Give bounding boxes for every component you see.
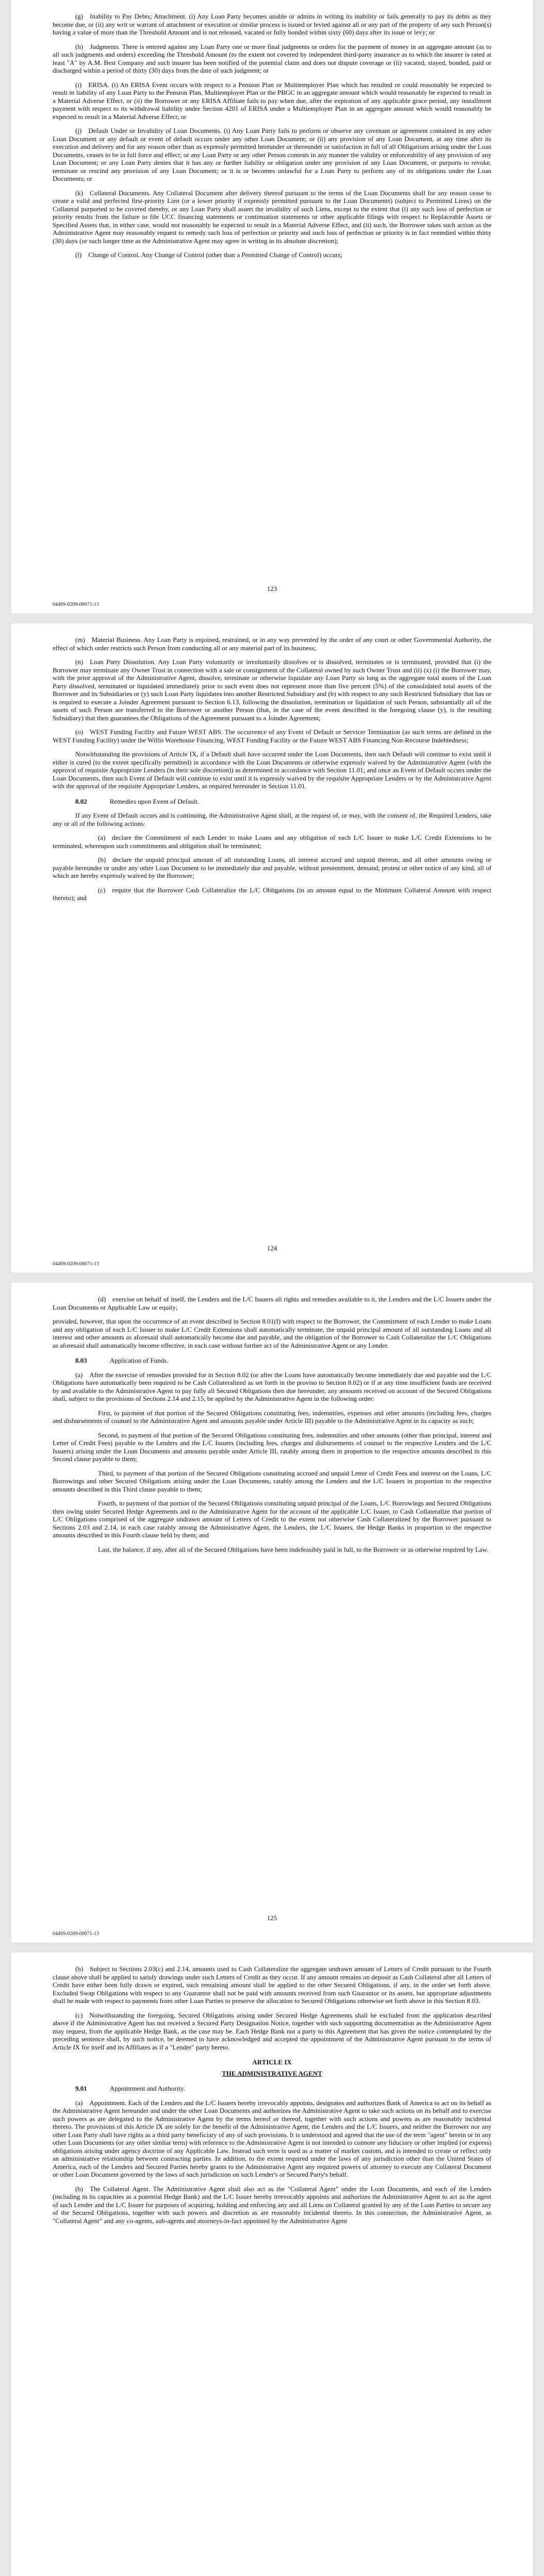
proviso: provided, however, that upon the occurrence of an event described in Section 8.01(f) with respect to the Borrower, the Commitment of each Lender to make Loans and any obligation of each L/C Issuer to make L/C Credit Extensions shall automatically terminate, the unpaid principal amount of all outstanding Loans and all interest and other amounts as aforesaid shall automatically become due and payable, and the obligation of the Borrower to Cash Collateralize the L/C Obligations as aforesaid shall automatically become effective, in each case without further act of the Administrative Agent or any Lender. <box>53 1317 491 1349</box>
clause-j: (j) Default Under or Invalidity of Loan Documents. (i) Any Loan Party fails to perform or observe any covenant or agreement contained in any other Loan Document or any default or event of default occurs under any other Loan Document; or (ii) any provision of any Loan Document, at any time after its execution and delivery and for any reason other than as expressly permitted hereunder or thereunder or satisfaction in full of all Obligations arising under the Loan Documents, ceases to be in full force and effect; or any Loan Party or any other Person contests in any manner the validity or enforceability of any provision of any Loan Document; or any Loan Party denies that it has any or further liability or obligation under any provision of any Loan Document, or purports to revoke, terminate or rescind any provision of any Loan Document; or it is or becomes unlawful for a Loan Party to perform any of its obligations under the Loan Documents; or <box>53 127 491 182</box>
clause-k: (k) Collateral Documents. Any Collateral Document after delivery thereof pursuant to the terms of the Loan Documents shall for any reason cease to create a valid and perfected first-priority Lien (or a lower priority if expressly permitted pursuant to the Loan Documents) (subject to Permitted Liens) on the Collateral purported to be covered thereby, or any Loan Party shall assert the invalidity of such Liens, except to the extent that (i) any such loss of perfection or priority results from the failure to file UCC financing statements or continuation statements or other applicable filings with respect to Replaceable Assets or Specified Assets that, in either case, would not reasonably be expected to result in a Material Adverse Effect, and (ii) such, the Borrower takes such action as the Administrative Agent may reasonably request to remedy such loss of perfection or priority and such loss of perfection or priority is in fact remedied within thirty (30) days (or such longer time as the Administrative Agent may agree in writing in its absolute discretion); <box>53 189 491 245</box>
appointment-a: (a) Appointment. Each of the Lenders and the L/C Issuers hereby irrevocably appoints, designates and authorizes Bank of America to act on its behalf as the Administrative Agent hereunder and under the other Loan Documents and authorizes the Administrative Agent to take such actions on its behalf and to exercise such powers as are delegated to the Administrative Agent by the terms hereof or thereof, together with such actions and powers as are reasonably incidental thereto. The provisions of this Article IX are solely for the benefit of the Administrative Agent, the Lenders and the L/C Issuers, and neither the Borrower nor any other Loan Party shall have rights as a third party beneficiary of any of such provisions. It is understood and agreed that the use of the term "agent" herein or in any other Loan Documents (or any other similar term) with reference to the Administrative Agent is not intended to connote any fiduciary or other implied (or express) obligations arising under agency doctrine of any Applicable Law. Instead such term is used as a matter of market custom, and is intended to create or reflect only an administrative relationship between contracting parties. In addition, to the extent required under the laws of any jurisdiction other than the United States of America, each of the Lenders and Secured Parties hereby grants to the Administrative Agent any required powers of attorney to execute any Collateral Document or other Loan Document governed by the laws of such jurisdiction on such Lender's or Secured Party's behalf. <box>53 2098 491 2178</box>
section-heading-8-03 <box>75 1357 491 1365</box>
page-number: 123 <box>267 585 277 592</box>
page-footer: 04469-0209-00071-13 <box>53 1261 99 1267</box>
default-continuation: Notwithstanding the provisions of Article IX, if a Default shall have occurred under the Loan Documents, then such Default will continue to exist until it either is cured (to the extent specifically permitted) in accordance with the Loan Documents or otherwise expressly waived by the Administrative Agent (with the approval of requisite Appropriate Lenders (in their sole discretion)) as determined in accordance with Section 11.01; and once an Event of Default occurs under the Loan Documents, then such Event of Default will continue to exist until it is expressly waived by the requisite Appropriate Lenders or by the Administrative Agent with the approval of the requisite Appropriate Lenders, as required hereunder in Section 11.01. <box>53 750 491 790</box>
remedies-intro: If any Event of Default occurs and is continuing, the Administrative Agent shall, at the request of, or may, with the consent of, the Required Lenders, take any or all of the following actions: <box>53 811 491 827</box>
application-a: (a) After the exercise of remedies provided for in Section 8.02 (or after the Loans have automatically become immediately due and payable and the L/C Obligations have automatically been required to be Cash Collateralized as set forth in the proviso to Section 8.02) or if at any time insufficient funds are received by and available to the Administrative Agent to pay fully all Secured Obligations then due hereunder, any amounts received on account of the Secured Obligations shall, subject to the provisions of Sections 2.14 and 2.15, be applied by the Administrative Agent in the following order: <box>53 1370 491 1402</box>
section-heading-8-02 <box>75 798 491 806</box>
application-c: (c) Notwithstanding the foregoing, Secured Obligations arising under Secured Hedge Agreements shall be excluded from the application described above if the Administrative Agent has not received a Secured Party Designation Notice, together with such supporting documentation as the Administrative Agent may request, from the applicable Hedge Bank, as the case may be. Each Hedge Bank not a party to this Agreement that has given the notice contemplated by the preceding sentence shall, by such notice, be deemed to have acknowledged and accepted the appointment of the Administrative Agent pursuant to the terms of Article IX for itself and its Affiliates as if a "Lender" party hereto. <box>53 2011 491 2051</box>
clause-g: (g) Inability to Pay Debts; Attachment. (i) Any Loan Party becomes unable or admits in writing its inability or fails generally to pay its debts as they become due, or (ii) any writ or warrant of attachment or execution or similar process is issued or levied against all or any part of the property of any such Person(s) having a value of more than the Threshold Amount and is not released, vacated or fully bonded within sixty (60) days after its issue or levy; or <box>53 12 491 36</box>
section-title: Appointment and Authority. <box>109 2084 185 2092</box>
article-number: ARTICLE IX <box>252 2058 292 2066</box>
page-footer: 04469-0209-00071-13 <box>53 602 99 607</box>
clause-n: (n) Loan Party Dissolution. Any Loan Party voluntarily or involuntarily dissolves or is dissolved, terminates or is terminated, provided that (i) the Borrower may terminate any Owner Trust in connection with a sale or consignment of the Collateral owned by such Owner Trust and (ii) (x) (i) the Borrower may, with the prior approval of the Administrative Agent, dissolve, terminate or otherwise liquidate any Loan Party so long as the aggregate total assets of the Loan Party dissolved, terminated or liquidated immediately prior to such event does not represent more than five percent (5%) of the consolidated total assets of the Borrower and its Subsidiaries or (y) such Loan Party liquidates into another Restricted Subsidiary and (b) with respect to any such Restricted Subsidiary that has or is required to execute a Joinder Agreement pursuant to Section 6.13, following the dissolution, termination or liquidation of such Person, substantially all of the assets of such Person are transferred to the Borrower or another Person (that, in the case of the event described in the foregoing clause (y), is the resulting Subsidiary) that then guarantees the Obligations of the Agreement pursuant to a Joinder Agreement; <box>53 658 491 722</box>
page-123 <box>11 0 533 613</box>
section-title: Remedies upon Event of Default. <box>109 797 200 805</box>
application-last: Last, the balance, if any, after all of the Secured Obligations have been indefeasibly paid in full, to the Borrower or as otherwise required by Law. <box>98 1545 489 1553</box>
clause-m: (m) Material Business. Any Loan Party is enjoined, restrained, or in any way prevented by the order of any court or other Governmental Authority, the effect of which order restricts such Person from conducting all or any material part of its business; <box>53 636 491 652</box>
section-number: 8.02 <box>75 797 87 805</box>
article-title: THE ADMINISTRATIVE AGENT <box>222 2069 322 2077</box>
page-number: 124 <box>267 1244 277 1252</box>
application-b: (b) Subject to Sections 2.03(c) and 2.14, amounts used to Cash Collateralize the aggregate undrawn amount of Letters of Credit pursuant to the Fourth clause above shall be applied to satisfy drawings under such Letters of Credit as they occur. If any amount remains on deposit as Cash Collateral after all Letters of Credit have either been fully drawn or expired, such remaining amount shall be applied to the other Secured Obligations, if any, in the order set forth above. Excluded Swap Obligations with respect to any Guarantor shall not be paid with amounts received from such Guarantor or its assets, but appropriate adjustments shall be made with respect to payments from other Loan Parties to preserve the allocation to Secured Obligations otherwise set forth above in this Section 8.03. <box>53 1965 491 2005</box>
remedy-d: (d) exercise on behalf of itself, the Lenders and the L/C Issuers all rights and remedies available to it, the Lenders and the L/C Issuers under the Loan Documents or Applicable Law or equity; <box>53 1295 491 1311</box>
clause-h: (h) Judgments. There is entered against any Loan Party one or more final judgments or orders for the payment of money in an aggregate amount (as to all such judgments and orders) exceeding the Threshold Amount (to the extent not covered by independent third-party insurance as to which the insurer is rated at least "A" by A.M. Best Company and such insurer has been notified of the potential claim and does not dispute coverage or (ii) vacated, stayed, bonded, paid or discharged within a period of thirty (30) days from the date of such judgment; or <box>53 42 491 74</box>
application-second: Second, to payment of that portion of the Secured Obligations constituting fees, indemnities and other amounts (other than principal, interest and Letter of Credit Fees) payable to the Lenders and the L/C Issuers (including fees, charges and disbursements of counsel to the respective Lenders and the L/C Issuers) arising under the Loan Documents and amounts payable under Article III, ratably among them in proportion to the respective amounts described in this Second clause payable to them; <box>53 1431 491 1463</box>
page-footer: 04469-0209-00071-13 <box>53 1931 99 1937</box>
page-number: 125 <box>267 1914 277 1922</box>
application-third: Third, to payment of that portion of the Secured Obligations constituting accrued and unpaid Letter of Credit Fees and interest on the Loans, L/C Borrowings and other Secured Obligations arising under the Loan Documents, ratably among the Lenders and the L/C Issuers in proportion to the respective amounts described in this Third clause payable to them; <box>53 1469 491 1493</box>
remedy-c: (c) require that the Borrower Cash Collateralize the L/C Obligations (in an amount equal to the Minimum Collateral Amount with respect thereto); and <box>53 886 491 902</box>
application-first: First, to payment of that portion of the Secured Obligations constituting fees, indemnities, expenses and other amounts (including fees, charges and disbursements of counsel to the Administrative Agent and amounts payable under Article III) payable to the Administrative Agent in its capacity as such; <box>53 1409 491 1425</box>
remedy-b: (b) declare the unpaid principal amount of all outstanding Loans, all interest accrued and unpaid thereon, and all other amounts owing or payable hereunder or under any other Loan Document to be immediately due and payable, without presentment, demand, protest or other notice of any kind, all of which are hereby expressly waived by the Borrower; <box>53 856 491 879</box>
page-124 <box>11 623 533 1273</box>
clause-i: (i) ERISA. (i) An ERISA Event occurs with respect to a Pension Plan or Multiemployer Plan which has resulted or could reasonably be expected to result in liability of any Loan Party to the Pension Plan, Multiemployer Plan or the PBGC in an aggregate amount which would reasonably be expected to result in a Material Adverse Effect, or (ii) the Borrower or any ERISA Affiliate fails to pay when due, after the expiration of any applicable grace period, any installment payment with respect to its withdrawal liability under Section 4201 of ERISA under a Multiemployer Plan in an aggregate amount which would reasonably be expected to result in a Material Adverse Effect; or <box>53 80 491 121</box>
clause-o: (o) WEST Funding Facility and Future WEST ABS. The occurrence of any Event of Default or Servicer Termination (as such terms are defined in the WEST Funding Facility) under the Willis Warehouse Financing, WEST Funding Facility or the Future WEST ABS Financing Non-Recourse Indebtedness; <box>53 728 491 744</box>
application-fourth: Fourth, to payment of that portion of the Secured Obligations constituting unpaid principal of the Loans, L/C Borrowings and Secured Obligations then owing under Secured Hedge Agreements and to the Administrative Agent for the account of the applicable L/C Issuer, to Cash Collateralize that portion of L/C Obligations comprised of the aggregate undrawn amount of Letters of Credit to the extent not otherwise Cash Collateralized by the Borrower pursuant to Sections 2.03 and 2.14, in each case ratably among the Administrative Agent, the Lenders, the L/C Issuers, the Hedge Banks in proportion to the respective amounts described in this Fourth clause held by them; and <box>53 1499 491 1539</box>
section-heading-9-01 <box>75 2084 491 2093</box>
clause-l: (l) Change of Control. Any Change of Control (other than a Permitted Change of Control) occurs; <box>75 251 343 259</box>
section-number: 9.01 <box>75 2084 87 2092</box>
collateral-agent-b: (b) The Collateral Agent. The Administrative Agent shall also act as the "Collateral Agent" under the Loan Documents, and each of the Lenders (including in its capacities as a potential Hedge Bank) and the L/C Issuer hereby irrevocably appoints and authorizes the Administrative Agent to act as the agent of such Lender and the L/C Issuer for purposes of acquiring, holding and enforcing any and all Liens on Collateral granted by any of the Loan Parties to secure any of the Secured Obligations, together with such powers and discretion as are reasonably incidental thereto. In this connection, the Administrative Agent, as "Collateral Agent" and any co-agents, sub-agents and attorneys-in-fact appointed by the Administrative Agent <box>53 2184 491 2225</box>
page-126 <box>11 1953 533 2576</box>
section-number: 8.03 <box>75 1357 87 1364</box>
section-title: Application of Funds. <box>109 1357 169 1364</box>
page-125 <box>11 1283 533 1942</box>
remedy-a: (a) declare the Commitment of each Lender to make Loans and any obligation of each L/C Issuer to make L/C Credit Extensions to be terminated, whereupon such commitments and obligation shall be terminated; <box>53 834 491 850</box>
